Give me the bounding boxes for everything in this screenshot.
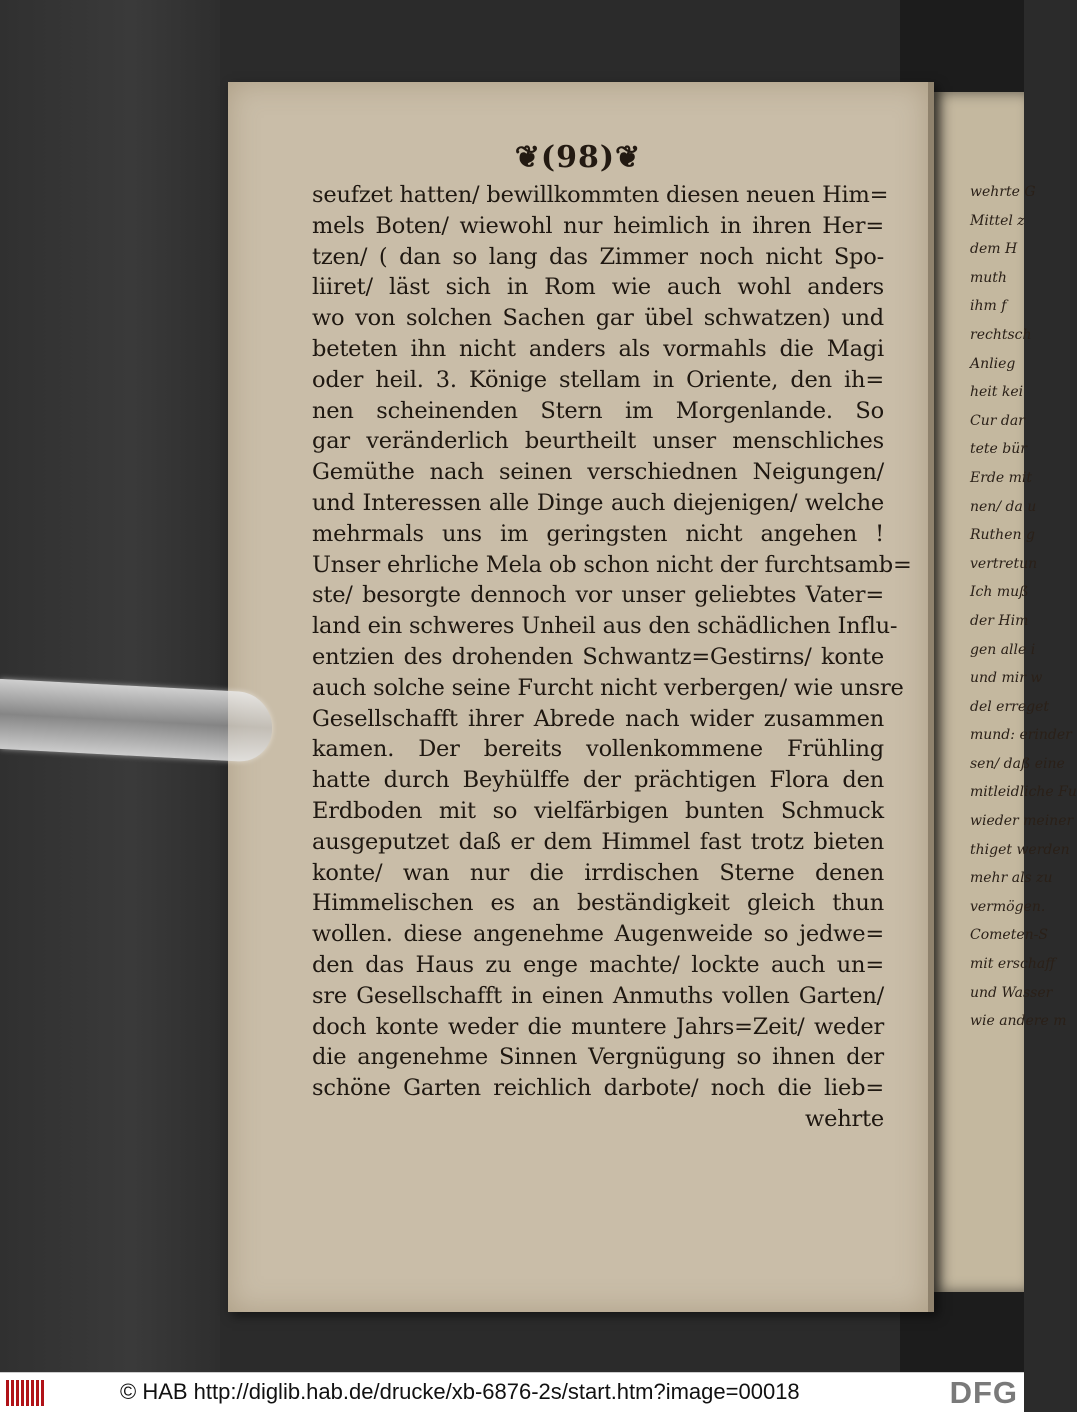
facing-page-line: del erreget xyxy=(970,698,1050,715)
facing-page-line: thiget werden xyxy=(970,841,1070,858)
facing-page-line: und Wasser xyxy=(970,984,1053,1001)
text-line: beteten ihn nicht anders als vormahls die Magi xyxy=(312,335,884,362)
text-line: liiret/ läst sich in Rom wie auch wohl anders xyxy=(312,274,884,301)
facing-page xyxy=(932,92,1077,1292)
text-line: doch konte weder die muntere Jahrs=Zeit/ weder xyxy=(312,1013,884,1040)
text-line: mehrmals uns im geringsten nicht angehen ! xyxy=(312,520,884,547)
text-line: hatte durch Beyhülffe der prächtigen Flora den xyxy=(312,767,884,794)
facing-page-line: Cur dar xyxy=(970,412,1025,429)
text-line: nen scheinenden Stern im Morgenlande. So xyxy=(312,397,884,424)
facing-page-line: nen/ da u xyxy=(970,498,1037,515)
facing-page-line: Cometen-S xyxy=(970,927,1048,944)
facing-page-line: rechtsch xyxy=(970,326,1032,343)
facing-page-line: mit erschaff xyxy=(970,956,1056,973)
catchword: wehrte xyxy=(805,1105,884,1132)
facing-page-line: vermögen. xyxy=(970,898,1046,915)
text-line: und Interessen alle Dinge auch diejenigen/ welche xyxy=(312,489,884,516)
text-line: tzen/ ( dan so lang das Zimmer noch nicht Spo- xyxy=(312,243,884,270)
text-line: gar veränderlich beurtheilt unser menschliches xyxy=(312,428,884,455)
facing-page-line: vertretun xyxy=(970,555,1038,572)
glass-page-holder xyxy=(0,679,272,763)
facing-page-line: mitleidliche Fu xyxy=(970,784,1077,801)
text-line: seufzet hatten/ bewillkommten diesen neuen Him= xyxy=(312,182,889,208)
text-line: auch solche seine Furcht nicht verbergen/ wie unsre xyxy=(312,674,904,701)
page-header: ❦(98)❦ xyxy=(514,140,642,175)
facing-page-line: Mittel z xyxy=(970,212,1025,229)
text-line: die angenehme Sinnen Vergnügung so ihnen der xyxy=(312,1044,884,1071)
text-line: den das Haus zu enge machte/ lockte auch un= xyxy=(312,951,884,978)
copyright-link[interactable]: © HAB http://diglib.hab.de/drucke/xb-6876-2s/start.htm?image=00018 xyxy=(120,1379,800,1404)
facing-page-line: dem H xyxy=(970,241,1018,258)
text-line: Erdboden mit so vielfärbigen bunten Schmuck xyxy=(312,797,884,824)
text-line: land ein schweres Unheil aus den schädlichen Influ- xyxy=(312,613,898,640)
facing-page-line: mund: erinder xyxy=(970,727,1072,744)
facing-page-line: und mir w xyxy=(970,670,1043,687)
facing-page-line: gen alle i xyxy=(970,641,1036,658)
text-line: Gemüthe nach seinen verschiednen Neigungen/ xyxy=(312,459,884,486)
facing-page-text xyxy=(932,92,1077,1036)
text-line: wollen. diese angenehme Augenweide so jedwe= xyxy=(312,921,884,948)
text-line: mels Boten/ wiewohl nur heimlich in ihren Her= xyxy=(312,212,884,239)
facing-page-line: Erde mit xyxy=(970,469,1032,486)
text-line: ausgeputzet daß er dem Himmel fast trotz bieten xyxy=(312,828,884,855)
text-line: konte/ wan nur die irrdischen Sterne denen xyxy=(312,859,884,886)
text-line: schöne Garten reichlich darbote/ noch die lieb= xyxy=(312,1075,884,1102)
text-line: oder heil. 3. Könige stellam in Oriente, den ih= xyxy=(312,366,884,393)
facing-page-line: wie andere m xyxy=(970,1013,1067,1030)
facing-page-line: sen/ daß eine xyxy=(970,755,1065,772)
facing-page-line: Ruthen g xyxy=(970,527,1035,544)
facing-page-line: wieder meiner xyxy=(970,813,1074,830)
text-line: Gesellschafft ihrer Abrede nach wider zusammen xyxy=(312,705,884,732)
text-line: Unser ehrliche Mela ob schon nicht der furchtsamb= xyxy=(312,551,912,578)
footer-bar xyxy=(0,1372,1024,1412)
facing-page-line: muth xyxy=(970,269,1007,286)
text-line: kamen. Der bereits vollenkommene Frühling xyxy=(312,736,884,763)
facing-page-line: Anlieg xyxy=(970,355,1016,372)
dfg-logo: DFG xyxy=(949,1375,1018,1410)
text-line: entzien des drohenden Schwantz=Gestirns/ konte xyxy=(312,643,884,670)
page-text xyxy=(312,180,912,1135)
book-page xyxy=(228,82,934,1312)
facing-page-line: ihm f xyxy=(970,298,1007,315)
text-line: wo von solchen Sachen gar übel schwatzen) und xyxy=(312,305,884,332)
facing-page-line: heit kei xyxy=(970,384,1024,401)
facing-page-line: tete bür xyxy=(970,441,1027,458)
facing-page-line: der Him xyxy=(970,612,1029,629)
facing-page-line: mehr als zu xyxy=(970,870,1053,887)
text-line: Himmelischen es an beständigkeit gleich thun xyxy=(312,890,884,917)
text-line: ste/ besorgte dennoch vor unser geliebtes Vater= xyxy=(312,582,884,609)
hab-logo-icon xyxy=(6,1380,44,1406)
facing-page-line: wehrte G xyxy=(970,184,1036,200)
facing-page-line: Ich muß xyxy=(970,584,1029,601)
text-line: sre Gesellschafft in einen Anmuths vollen Garten/ xyxy=(312,982,884,1009)
